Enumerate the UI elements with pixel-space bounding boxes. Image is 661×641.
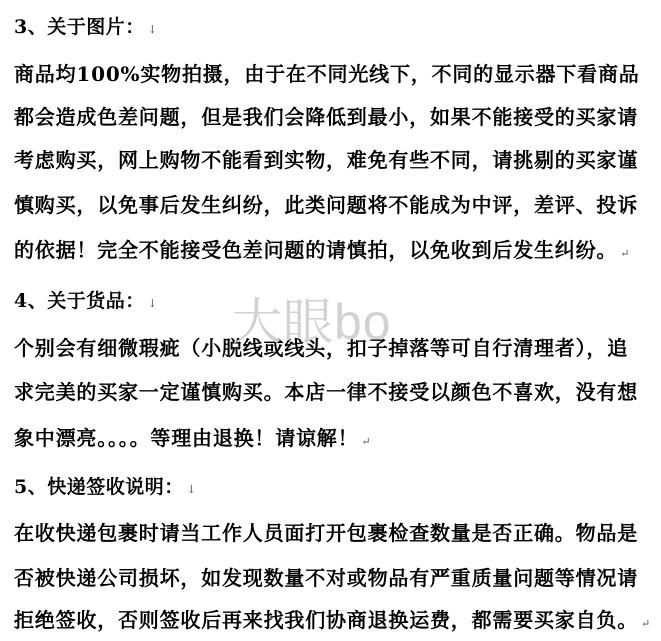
section-3-heading: 3、关于图片： ↓ — [14, 16, 158, 38]
section-3-line-5: 的依据！完全不能接受色差问题的请慎拍，以免收到后发生纠纷。 ↵ — [14, 238, 631, 262]
section-5-line-3: 拒绝签收，否则签收后再来找我们协商退换运费，都需要买家自负。 ↵ — [14, 608, 652, 632]
section-3-line-4: 慎购买，以免事后发生纠纷，此类问题将不能成为中评，差评、投诉 — [14, 193, 638, 217]
section-5-line-2: 否被快递公司损坏，如发现数量不对或物品有严重质量问题等情况请 — [14, 566, 638, 590]
section-5-line-1: 在收快递包裹时请当工作人员面打开包裹检查数量是否正确。物品是 — [14, 521, 638, 545]
section-4-line-3: 象中漂亮。。。。等理由退换！请谅解！ ↵ — [14, 426, 372, 450]
section-3-line-3: 考虑购买，网上购物不能看到实物，难免有些不同，请挑剔的买家谨 — [14, 148, 638, 172]
section-4-line-2: 求完美的买家一定谨慎购买。本店一律不接受以颜色不喜欢，没有想 — [14, 380, 638, 404]
section-5-heading: 5、快递签收说明： ↓ — [14, 476, 197, 498]
watermark: 大眼bo — [232, 294, 392, 350]
section-3-line-2: 都会造成色差问题，但是我们会降低到最小，如果不能接受的买家请 — [14, 105, 638, 129]
section-4-line-1: 个别会有细微瑕疵（小脱线或线头，扣子掉落等可自行清理者），追 — [14, 336, 628, 360]
section-3-line-1: 商品均100%实物拍摄，由于在不同光线下，不同的显示器下看商品 — [14, 62, 640, 86]
section-4-heading: 4、关于货品： ↓ — [14, 290, 158, 312]
